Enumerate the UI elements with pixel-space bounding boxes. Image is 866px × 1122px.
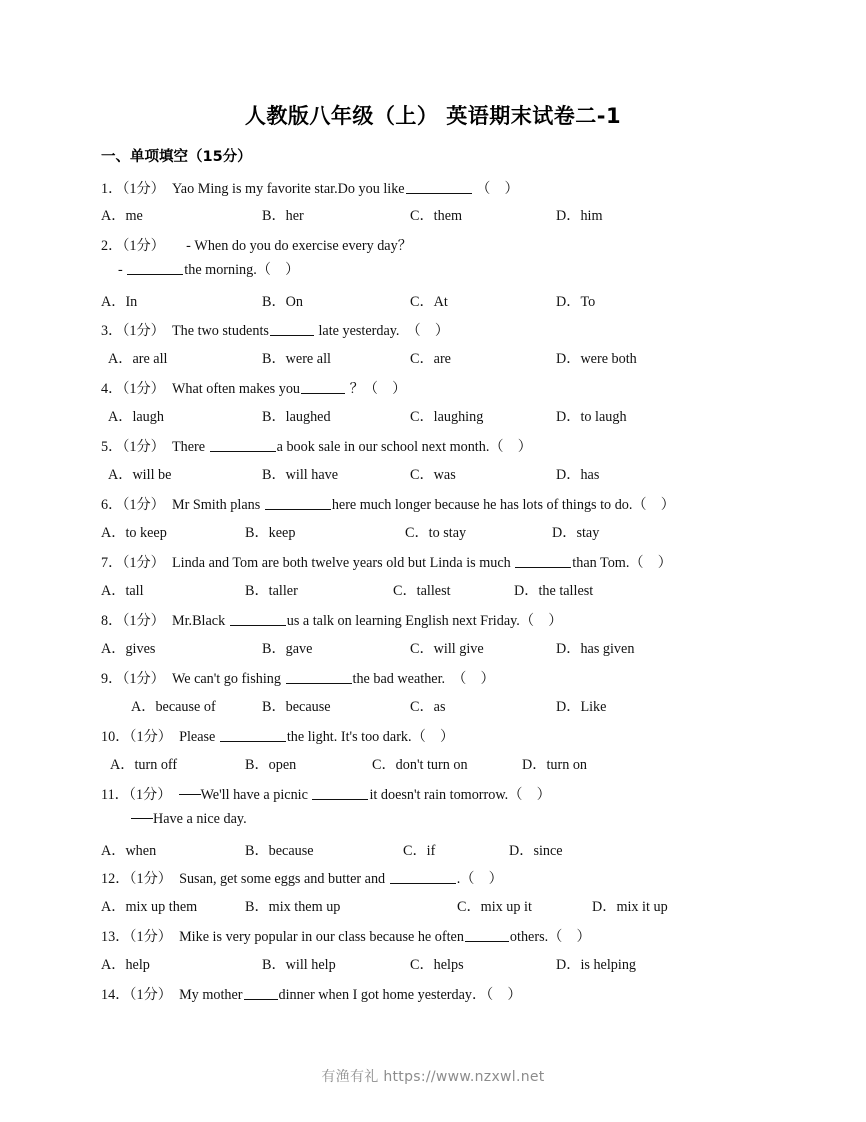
option-d-11[interactable]: D．since (509, 843, 563, 859)
question-points-3: （1分） (122, 323, 158, 339)
question-stem-11-line1 (101, 786, 551, 804)
options-row-8 (0, 640, 866, 659)
question-number-6: 6． (101, 497, 123, 513)
option-b-3[interactable]: B．were all (262, 351, 331, 367)
question-number-14: 14． (101, 987, 130, 1003)
option-c-9[interactable]: C．as (410, 699, 446, 715)
answer-blank (390, 870, 456, 884)
option-b-12[interactable]: B．mix them up (245, 899, 341, 915)
option-a-1[interactable]: A．me (101, 208, 143, 224)
question-stem-7 (101, 554, 672, 572)
option-b-1[interactable]: B．her (262, 208, 304, 224)
question-text-11a: We'll have a picnic (200, 787, 308, 803)
option-c-13[interactable]: C．helps (410, 957, 464, 973)
question-stem-1 (101, 180, 519, 198)
options-row-1 (0, 207, 866, 226)
em-dash-icon (179, 794, 201, 795)
option-d-3[interactable]: D．were both (556, 351, 637, 367)
question-points-14: （1分） (129, 987, 165, 1003)
question-points-2: （1分） (122, 238, 158, 254)
option-c-2[interactable]: C．At (410, 294, 448, 310)
question-text-2a: - When do you do exercise every day？ (186, 238, 412, 254)
question-bracket-10: the light. It's too dark.（ ） (286, 729, 455, 745)
question-points-9: （1分） (122, 671, 158, 687)
option-d-7[interactable]: D．the tallest (514, 583, 594, 599)
option-b-2[interactable]: B．On (262, 294, 303, 310)
question-stem-4 (101, 380, 406, 398)
answer-blank (210, 438, 276, 452)
options-row-6 (0, 524, 866, 543)
page-title: 人教版八年级（上） 英语期末试卷二-1 (244, 104, 622, 128)
question-text-1: Yao Ming is my favorite star.Do you like (171, 181, 405, 197)
question-stem-2-line2 (118, 261, 299, 279)
option-d-13[interactable]: D．is helping (556, 957, 637, 973)
option-a-2[interactable]: A．In (101, 294, 138, 310)
option-d-4[interactable]: D．to laugh (556, 409, 627, 425)
option-c-4[interactable]: C．laughing (410, 409, 484, 425)
question-text-8: Mr.Black (171, 613, 226, 629)
option-c-8[interactable]: C．will give (410, 641, 484, 657)
options-row-11 (0, 842, 866, 861)
answer-blank (265, 496, 331, 510)
question-stem-14 (101, 986, 522, 1004)
question-text-6: Mr Smith plans (171, 497, 261, 513)
dash-marker: - (118, 262, 123, 278)
options-row-7 (0, 582, 866, 601)
options-row-9 (0, 698, 866, 717)
option-b-4[interactable]: B．laughed (262, 409, 331, 425)
question-text-9: We can't go fishing (171, 671, 281, 687)
question-number-8: 8． (101, 613, 123, 629)
option-b-5[interactable]: B．will have (262, 467, 339, 483)
question-points-6: （1分） (122, 497, 158, 513)
question-number-1: 1． (101, 181, 123, 197)
answer-blank (406, 180, 472, 194)
question-points-5: （1分） (122, 439, 158, 455)
option-a-7[interactable]: A．tall (101, 583, 144, 599)
option-c-11[interactable]: C．if (403, 843, 436, 859)
option-b-7[interactable]: B．taller (245, 583, 298, 599)
option-c-7[interactable]: C．tallest (393, 583, 451, 599)
answer-blank (230, 612, 286, 626)
question-bracket-13: others.（ ） (509, 929, 591, 945)
option-a-8[interactable]: A．gives (101, 641, 156, 657)
question-points-12: （1分） (129, 871, 165, 887)
option-d-8[interactable]: D．has given (556, 641, 635, 657)
question-text-12: Susan, get some eggs and butter and (179, 871, 386, 887)
question-number-13: 13． (101, 929, 130, 945)
question-text-2b: the morning.（ ） (184, 262, 300, 278)
options-row-2 (0, 293, 866, 312)
question-bracket-11: it doesn't rain tomorrow.（ ） (369, 787, 551, 803)
question-number-3: 3． (101, 323, 123, 339)
section-heading: 一、单项填空（15分） (101, 149, 252, 165)
question-text-5: There (171, 439, 206, 455)
question-bracket-5: a book sale in our school next month.（ ） (276, 439, 532, 455)
question-stem-6 (101, 496, 675, 514)
question-text-4: What often makes you (171, 381, 301, 397)
option-d-6[interactable]: D．stay (552, 525, 600, 541)
answer-blank (127, 261, 183, 275)
question-stem-3 (101, 322, 449, 340)
option-d-5[interactable]: D．has (556, 467, 600, 483)
option-d-10[interactable]: D．turn on (522, 757, 588, 773)
option-a-4[interactable]: A．laugh (108, 409, 164, 425)
option-c-3[interactable]: C．are (410, 351, 451, 367)
option-a-5[interactable]: A．will be (108, 467, 172, 483)
option-c-12[interactable]: C．mix up it (457, 899, 532, 915)
answer-blank (465, 928, 509, 942)
question-stem-8 (101, 612, 562, 630)
question-stem-10 (101, 728, 454, 746)
option-c-6[interactable]: C．to stay (405, 525, 467, 541)
question-text-3: The two students (171, 323, 269, 339)
question-number-10: 10． (101, 729, 130, 745)
answer-blank (286, 670, 352, 684)
question-stem-12 (101, 870, 503, 888)
answer-blank (515, 554, 571, 568)
options-row-12 (0, 898, 866, 917)
question-stem-9 (101, 670, 495, 688)
question-points-4: （1分） (122, 381, 158, 397)
options-row-5 (0, 466, 866, 485)
option-d-9[interactable]: D．Like (556, 699, 607, 715)
options-row-3 (0, 350, 866, 369)
answer-blank (270, 322, 314, 336)
answer-blank (220, 728, 286, 742)
question-bracket-12: .（ ） (456, 871, 503, 887)
option-d-1[interactable]: D．him (556, 208, 603, 224)
question-bracket-8: us a talk on learning English next Friday.（ ） (286, 613, 563, 629)
option-d-2[interactable]: D．To (556, 294, 596, 310)
option-b-13[interactable]: B．will help (262, 957, 336, 973)
answer-blank (312, 786, 368, 800)
question-bracket-1: （ ） (476, 181, 519, 197)
option-b-11[interactable]: B．because (245, 843, 314, 859)
question-bracket-6: here much longer because he has lots of things to do.（ ） (331, 497, 675, 513)
em-dash-icon (131, 818, 153, 819)
question-number-4: 4． (101, 381, 123, 397)
option-c-1[interactable]: C．them (410, 208, 463, 224)
option-c-10[interactable]: C．don't turn on (372, 757, 468, 773)
option-b-8[interactable]: B．gave (262, 641, 313, 657)
answer-blank (244, 986, 278, 1000)
question-text-7: Linda and Tom are both twelve years old but Linda is much (171, 555, 511, 571)
option-a-3[interactable]: A．are all (108, 351, 168, 367)
question-number-12: 12． (101, 871, 130, 887)
question-text-14: My mother (179, 987, 243, 1003)
question-number-7: 7． (101, 555, 123, 571)
question-bracket-9: the bad weather. （ ） (352, 671, 495, 687)
question-bracket-7: than Tom.（ ） (572, 555, 672, 571)
option-a-11[interactable]: A．when (101, 843, 157, 859)
option-d-12[interactable]: D．mix it up (592, 899, 668, 915)
answer-blank (301, 380, 345, 394)
question-stem-11-line2 (131, 810, 247, 828)
question-text-13: Mike is very popular in our class because he often (179, 929, 464, 945)
question-stem-13 (101, 928, 591, 946)
question-bracket-4: ？（ ） (349, 381, 407, 397)
question-text-10: Please (179, 729, 216, 745)
option-c-5[interactable]: C．was (410, 467, 456, 483)
question-points-8: （1分） (122, 613, 158, 629)
options-row-13 (0, 956, 866, 975)
question-text-11b: Have a nice day. (153, 811, 247, 827)
question-number-11: 11． (101, 787, 129, 803)
option-b-10[interactable]: B．open (245, 757, 297, 773)
question-points-13: （1分） (129, 929, 165, 945)
question-points-7: （1分） (122, 555, 158, 571)
question-number-2: 2． (101, 238, 123, 254)
question-stem-5 (101, 438, 532, 456)
question-number-9: 9． (101, 671, 123, 687)
option-a-10[interactable]: A．turn off (110, 757, 178, 773)
options-row-4 (0, 408, 866, 427)
option-b-6[interactable]: B．keep (245, 525, 296, 541)
option-a-9[interactable]: A．because of (131, 699, 216, 715)
question-bracket-14: dinner when I got home yesterday．（ ） (278, 987, 522, 1003)
option-b-9[interactable]: B．because (262, 699, 331, 715)
question-points-1: （1分） (122, 181, 158, 197)
options-row-10 (0, 756, 866, 775)
option-a-13[interactable]: A．help (101, 957, 150, 973)
footer-watermark: 有渔有礼 https://www.nzxwl.net (321, 1069, 545, 1085)
question-stem-2-line1 (101, 237, 412, 255)
question-points-10: （1分） (129, 729, 165, 745)
question-number-5: 5． (101, 439, 123, 455)
option-a-6[interactable]: A．to keep (101, 525, 167, 541)
question-bracket-3: late yesterday. （ ） (318, 323, 450, 339)
question-points-11: （1分） (128, 787, 165, 803)
option-a-12[interactable]: A．mix up them (101, 899, 198, 915)
